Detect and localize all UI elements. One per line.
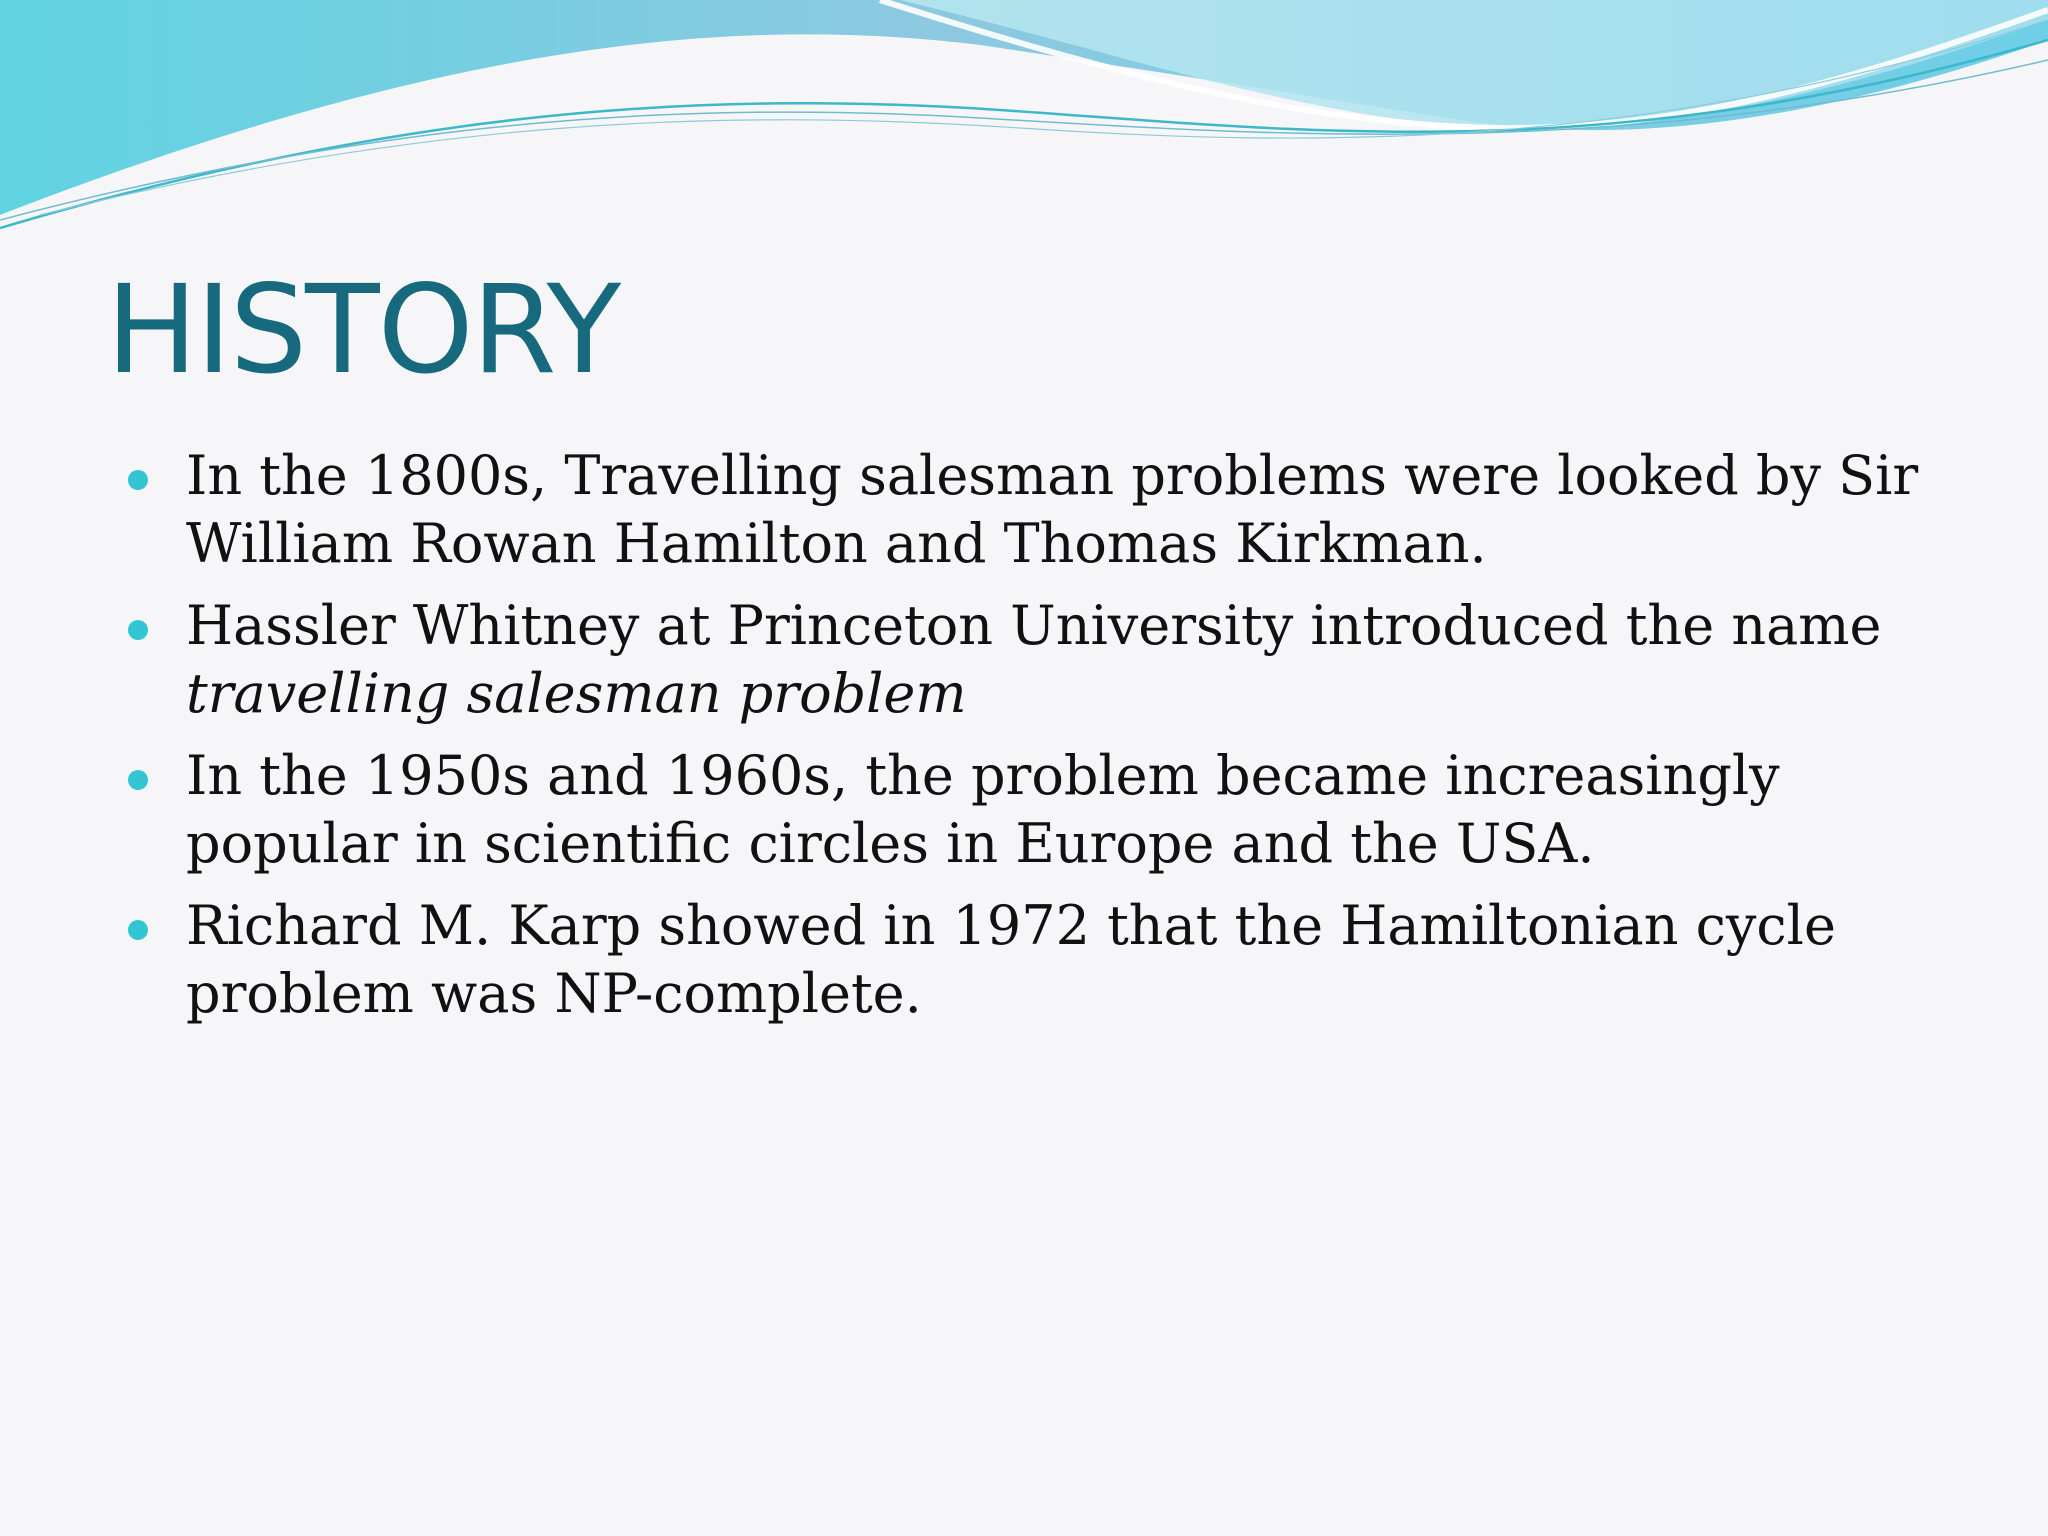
bullet-dot-icon	[128, 920, 148, 940]
wave-band-light	[900, 0, 2048, 129]
bullet-dot-icon	[128, 620, 148, 640]
bullet-text: In the 1800s, Travelling salesman problems were looked by Sir William Rowan Hamilton and Thomas Kirkman.	[186, 444, 1919, 575]
slide-title: HISTORY	[106, 259, 620, 401]
bullet-list	[124, 442, 1984, 1042]
bullet-dot-icon	[128, 470, 148, 490]
bullet-dot-icon	[128, 770, 148, 790]
decorative-wave-header	[0, 0, 2048, 240]
list-item	[124, 592, 1984, 728]
bullet-text: In the 1950s and 1960s, the problem became increasingly popular in scientific circles in Europe and the USA.	[186, 744, 1780, 875]
list-item	[124, 892, 1984, 1028]
list-item	[124, 442, 1984, 578]
bullet-text: Hassler Whitney at Princeton University introduced the name	[186, 594, 1882, 657]
bullet-text: Richard M. Karp showed in 1972 that the Hamiltonian cycle problem was NP-complete.	[186, 894, 1836, 1025]
bullet-emphasis-text: travelling salesman problem	[186, 662, 967, 725]
list-item	[124, 742, 1984, 878]
